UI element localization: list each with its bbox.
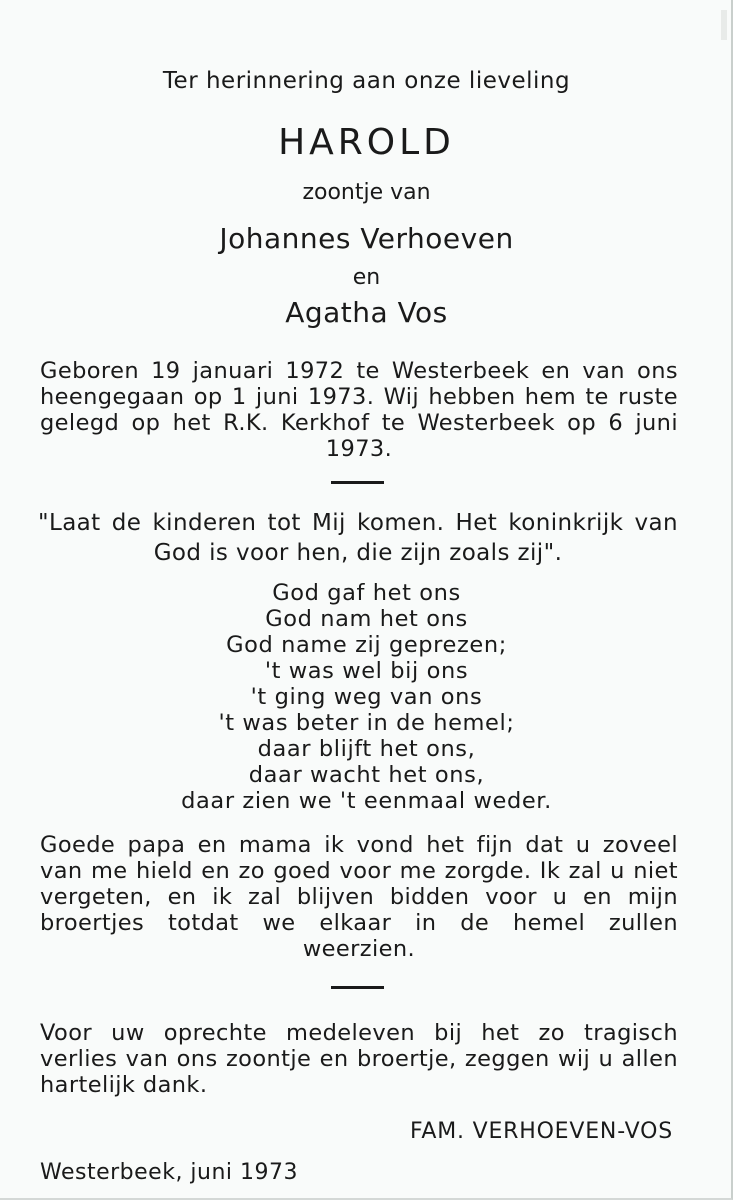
birth-death-paragraph: Geboren 19 januari 1972 te Westerbeek en van ons heengegaan op 1 juni 1973. Wij hebben hem te ruste gelegd op het R.K. Kerkhof te Westerbeek op 6 juni 1973.: [40, 358, 678, 462]
poem-line: daar blijft het ons,: [257, 736, 476, 762]
thanks-paragraph: Voor uw oprechte medeleven bij het zo tragisch verlies van ons zoontje en broertje, zeggen wij u allen hartelijk dank.: [40, 1020, 678, 1098]
poem-line: 't was beter in de hemel;: [218, 710, 515, 736]
message-paragraph: Goede papa en mama ik vond het fijn dat u zoveel van me hield en zo goed voor me zorgde. Ik zal u niet vergeten, en ik zal blijven bidden voor u en mijn broertjes totdat we elkaar in de hemel zullen weerzien.: [40, 832, 678, 962]
father-name: Johannes Verhoeven: [219, 222, 514, 255]
poem-line: 't was wel bij ons: [264, 658, 469, 684]
place-date: Westerbeek, juni 1973: [40, 1160, 299, 1185]
deceased-name: HAROLD: [278, 122, 455, 163]
poem-line: God nam het ons: [265, 606, 468, 632]
family-signature: FAM. VERHOEVEN-VOS: [409, 1119, 673, 1144]
edge-mark: [721, 10, 727, 40]
mother-name: Agatha Vos: [285, 296, 448, 329]
divider: [331, 986, 384, 989]
poem-line: God name zij geprezen;: [226, 632, 507, 658]
poem-line: 't ging weg van ons: [250, 684, 483, 710]
intro-text: Ter herinnering aan onze lieveling: [162, 68, 571, 94]
poem-line: daar zien we 't eenmaal weder.: [181, 788, 552, 814]
poem-line: God gaf het ons: [272, 580, 461, 606]
bible-quote: "Laat de kinderen tot Mij komen. Het koninkrijk van God is voor hen, die zijn zoals zij".: [38, 510, 678, 566]
son-of-text: zoontje van: [302, 180, 431, 205]
divider: [331, 481, 384, 484]
poem-line: daar wacht het ons,: [248, 762, 485, 788]
and-text: en: [352, 265, 381, 290]
poem: [0, 580, 733, 814]
